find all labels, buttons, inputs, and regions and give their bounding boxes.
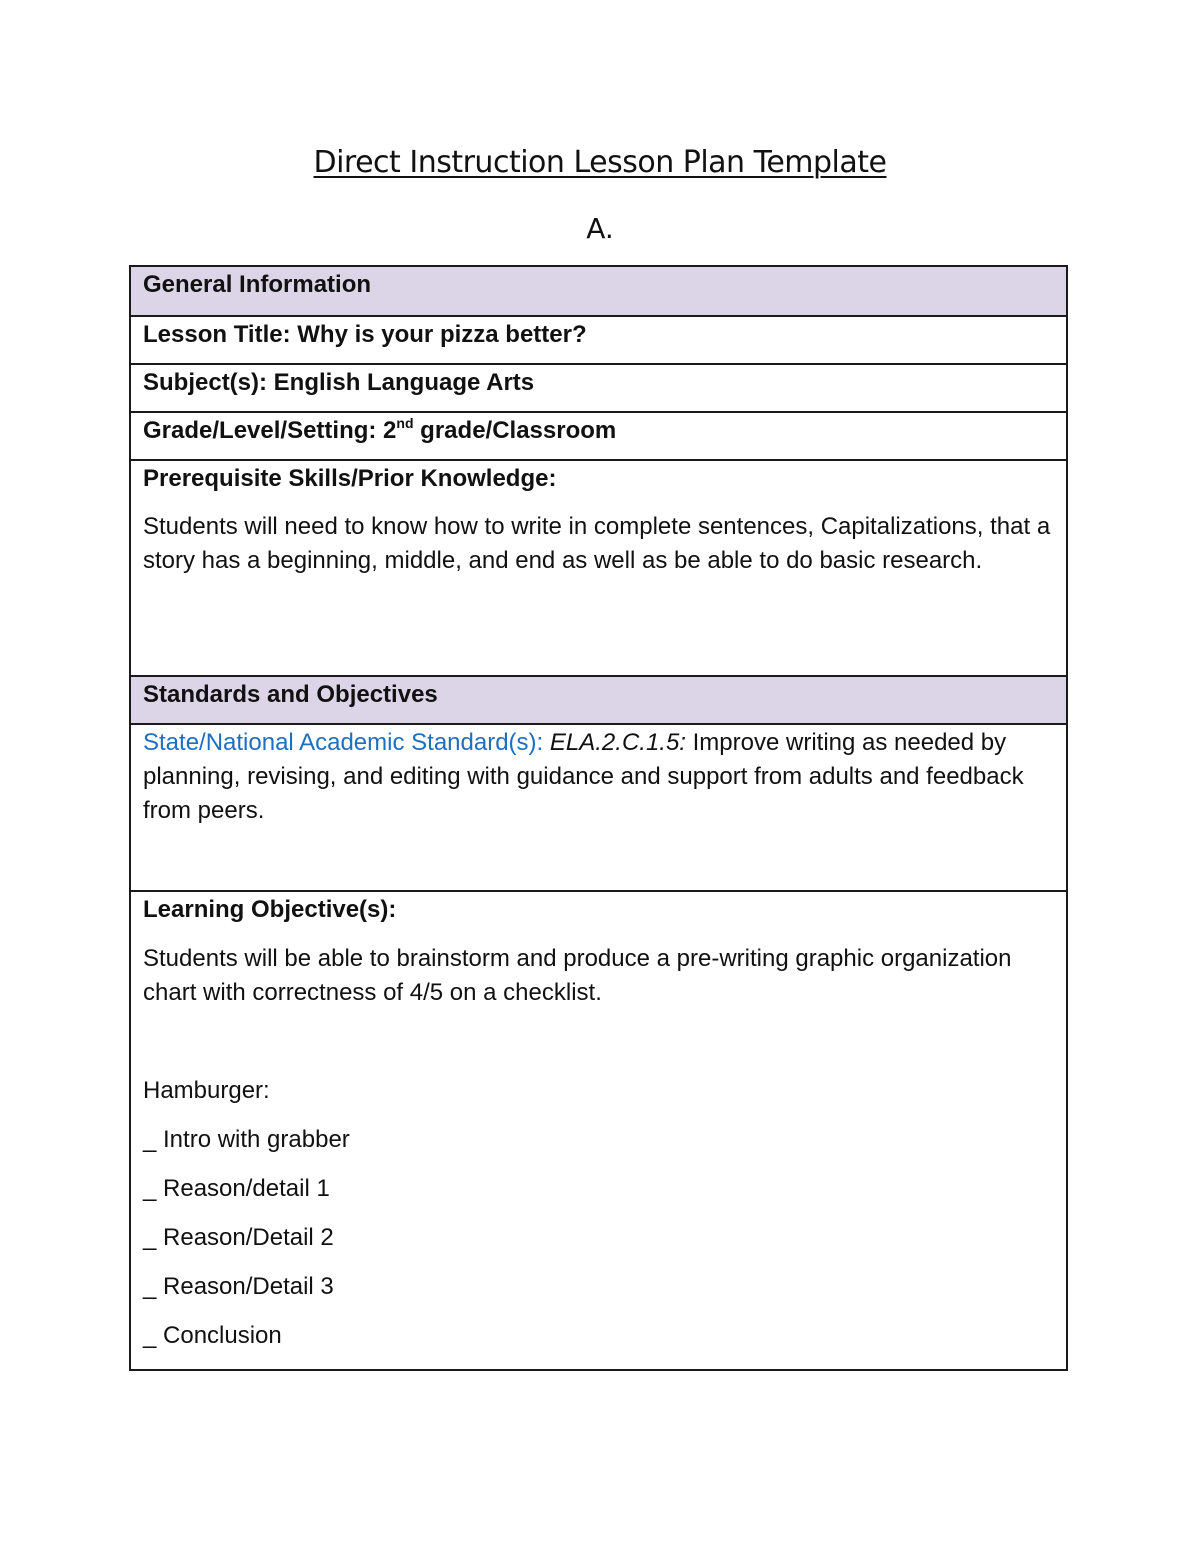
checklist-item: _ Conclusion: [143, 1322, 282, 1349]
general-information-label: General Information: [143, 271, 372, 298]
standard-code: ELA.2.C.1.5:: [549, 729, 686, 756]
lesson-plan-table: [129, 265, 1068, 1371]
checklist-item: _ Reason/Detail 3: [143, 1273, 334, 1300]
learning-objective-text: Students will be able to brainstorm and produce a pre-writing graphic organization chart with correctness of 4/5 on a checklist.: [143, 945, 1012, 1006]
prerequisite-label: Prerequisite Skills/Prior Knowledge:: [143, 465, 557, 492]
standards-objectives-label: Standards and Objectives: [143, 681, 438, 708]
grade-ordinal: nd: [396, 415, 414, 431]
prerequisite-row: [131, 459, 1066, 675]
grade-suffix: grade/Classroom: [413, 417, 617, 444]
checklist-title: Hamburger:: [143, 1077, 270, 1104]
spacer: [143, 1010, 1054, 1074]
lesson-title-row: [131, 315, 1066, 363]
section-label: A.: [586, 212, 614, 245]
document-title: Direct Instruction Lesson Plan Template: [313, 145, 887, 180]
standard-text: Improve writing as needed by planning, revising, and editing with guidance and support from adults and feedback from peers.: [143, 729, 1024, 824]
subjects: Subject(s): English Language Arts: [143, 369, 535, 396]
checklist-item: _ Reason/Detail 2: [143, 1224, 334, 1251]
learning-objective-label: Learning Objective(s):: [143, 896, 397, 923]
learning-objectives-row: [131, 890, 1066, 1369]
checklist-item: _ Intro with grabber: [143, 1126, 350, 1153]
academic-standard-row: [131, 723, 1066, 890]
subjects-row: [131, 363, 1066, 411]
general-information-header: [131, 267, 1066, 315]
grade-level: [143, 417, 616, 444]
grade-level-row: [131, 411, 1066, 459]
grade-prefix: Grade/Level/Setting: 2: [143, 417, 397, 444]
prerequisite-text: Students will need to know how to write in complete sentences, Capitalizations, that a story has a beginning, middle, and end as well as be able to do basic research.: [143, 513, 1051, 574]
standard-label: State/National Academic Standard(s):: [143, 729, 544, 756]
lesson-title: Lesson Title: Why is your pizza better?: [143, 321, 587, 348]
checklist-item: _ Reason/detail 1: [143, 1175, 330, 1202]
standards-objectives-header: [131, 675, 1066, 723]
academic-standard: [143, 726, 1054, 828]
